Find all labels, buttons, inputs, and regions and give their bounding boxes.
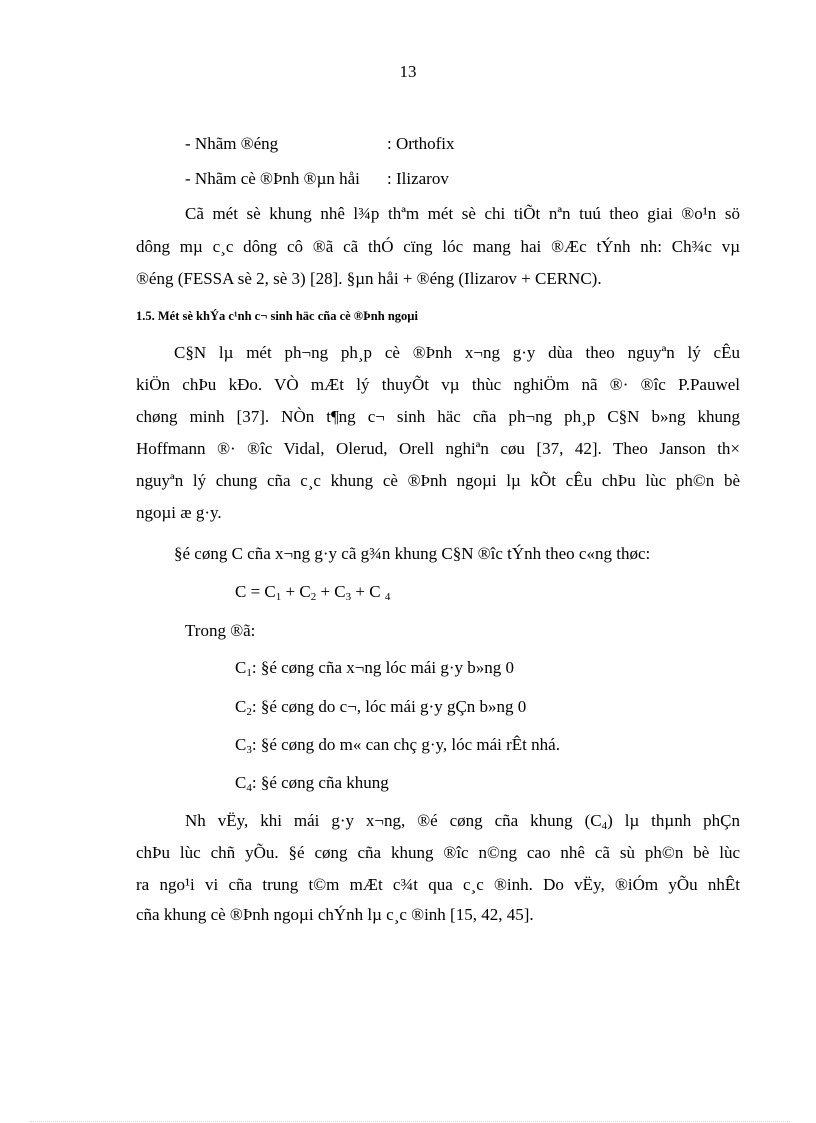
paragraph-line: ngoµi æ g·y. — [136, 503, 222, 522]
paragraph-line: §é cøng C cña x¬ng g·y cã g¾n khung C§N ®îc tÝnh theo c«ng thøc: — [174, 544, 651, 563]
formula: $C = C_1 + C_2 + C_3 + C$ $_4$ — [235, 582, 391, 603]
page-number: 13 — [399, 62, 417, 81]
section-heading: 1.5. Mét sè khÝa c¹nh c¬ sinh häc cña cè ®Þnh ngoµi — [136, 309, 418, 323]
paragraph-line: Hoffmann ®· ®îc Vidal, Olerud, Orell nghiªn cøu [37, 42]. Theo Janson th× — [136, 439, 740, 458]
list-item-label: - Nhãm ®éng — [185, 134, 279, 153]
paragraph-line: dông mµ c¸c dông cô ®ã cã thÓ cïng lóc mang hai ®Æc tÝnh nh: Ch¾c vµ — [136, 237, 740, 256]
paragraph-line: ra ngo¹i vi cña trung t©m mÆt c¾t qua c¸c ®inh. Do vËy, ®iÓm yÕu nhÊt — [136, 875, 740, 894]
trong-label: Trong ®ã: — [185, 621, 256, 640]
definition-item: $C_3$: §é cøng do m« can chç g·y, lóc mái rÊt nhá. — [235, 735, 560, 756]
paragraph-line: kiÖn chÞu kÐo. VÒ mÆt lý thuyÕt vµ thùc nghiÖm nã ®· ®îc P.Pauwel — [136, 375, 740, 394]
paragraph-line: chÞu lùc chñ yÕu. §é cøng cña khung ®îc n©ng cao nhê cã sù ph©n bè lùc — [136, 843, 740, 862]
footer-divider — [30, 1121, 790, 1122]
definition-item: $C_4$: §é cøng cña khung — [235, 773, 389, 794]
paragraph-line: nguyªn lý chung cña c¸c khung cè ®Þnh ngoµi lµ kÕt cÊu chÞu lùc ph©n bè — [136, 471, 740, 490]
paragraph-line: cña khung cè ®Þnh ngoµi chÝnh lµ c¸c ®inh [15, 42, 45]. — [136, 905, 534, 924]
paragraph-line: Nh vËy, khi mái g·y x¬ng, ®é cøng cña khung $(C_4)$ lµ thµnh phÇn — [185, 811, 740, 832]
list-item-label: - Nhãm cè ®Þnh ®µn håi — [185, 169, 360, 188]
paragraph-line: ®éng (FESSA sè 2, sè 3) [28]. §µn håi + ®éng (Ilizarov + CERNC). — [136, 269, 602, 288]
paragraph-line: chøng minh [37]. NÒn t¶ng c¬ sinh häc cña ph¬ng ph¸p C§N b»ng khung — [136, 407, 740, 426]
list-item-value: : Orthofix — [387, 134, 455, 153]
paragraph-line: Cã mét sè khung nhê l¾p thªm mét sè chi tiÕt nªn tuú theo giai ®o¹n sö — [185, 204, 740, 223]
list-item-value: : Ilizarov — [387, 169, 449, 188]
definition-item: $C_1$: §é cøng cña x¬ng lóc mái g·y b»ng 0 — [235, 658, 515, 679]
definition-item: $C_2$: §é cøng do c¬, lóc mái g·y gÇn b»ng 0 — [235, 697, 527, 718]
paragraph-line: C§N lµ mét ph¬ng ph¸p cè ®Þnh x¬ng g·y dùa theo nguyªn lý cÊu — [174, 343, 740, 362]
